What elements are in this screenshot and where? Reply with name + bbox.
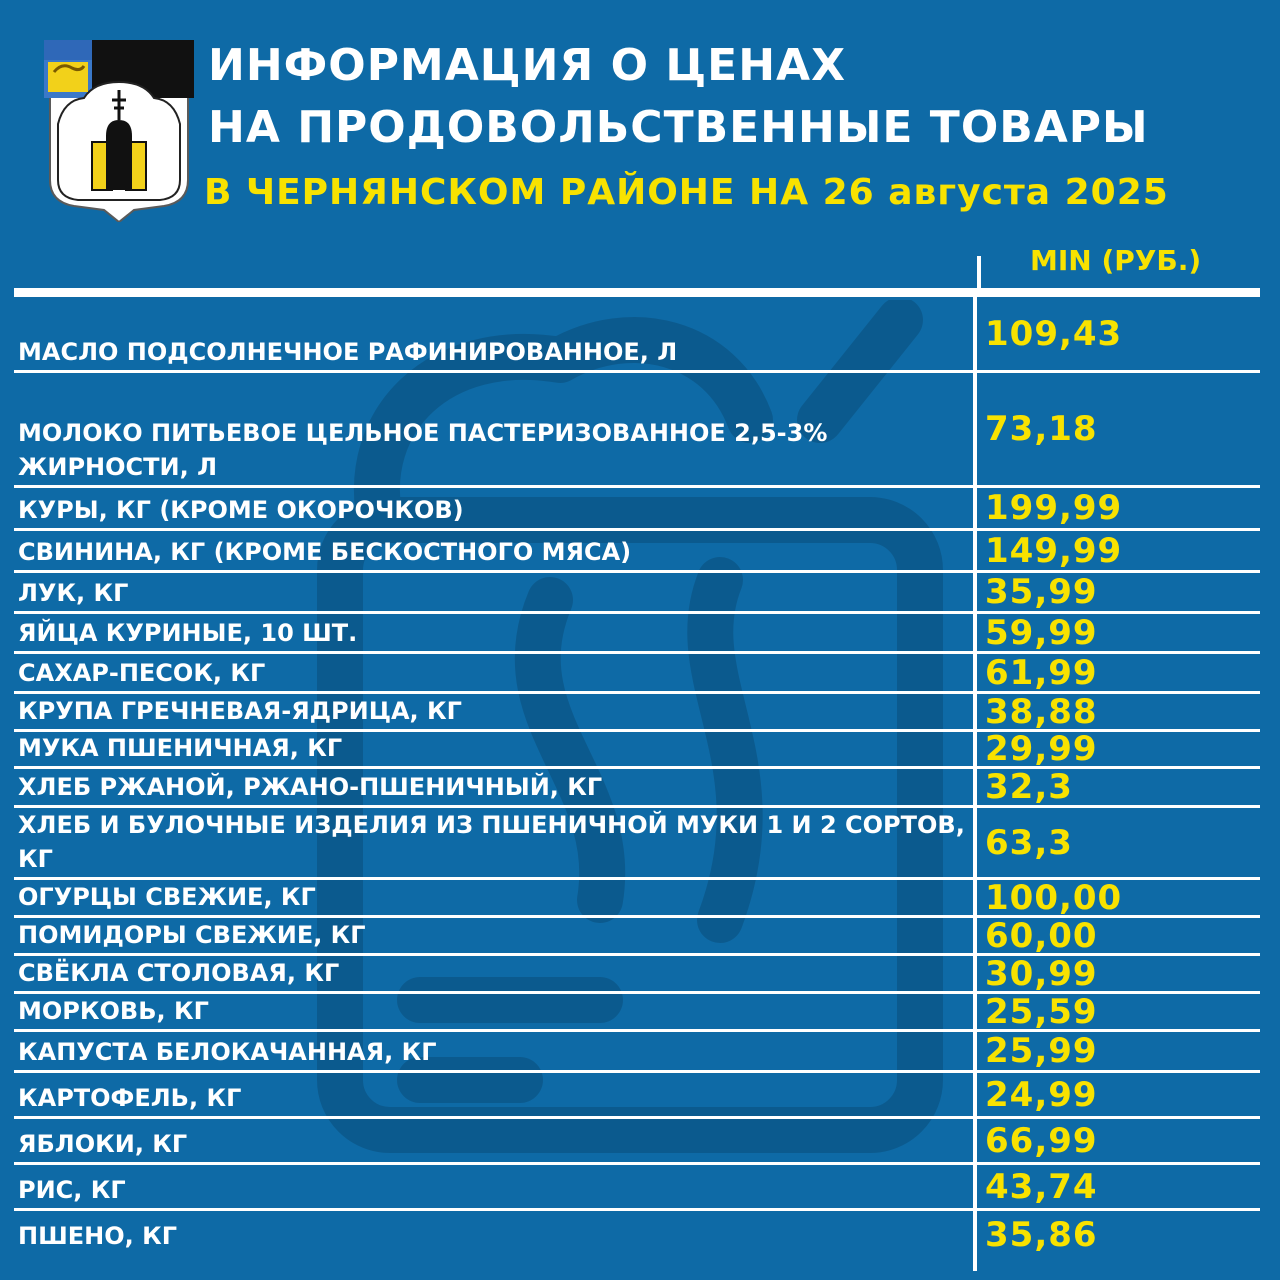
table-row bbox=[14, 297, 1260, 373]
product-price: 149,99 bbox=[985, 530, 1123, 571]
product-name: МОЛОКО ПИТЬЕВОЕ ЦЕЛЬНОЕ ПАСТЕРИЗОВАННОЕ 2,5-3% ЖИРНОСТИ, Л bbox=[14, 373, 977, 485]
product-name: ПШЕНО, КГ bbox=[14, 1211, 977, 1271]
table-row bbox=[14, 1073, 1260, 1119]
table-row bbox=[14, 531, 1260, 573]
table-top-rule bbox=[14, 288, 1260, 297]
product-price: 199,99 bbox=[985, 488, 1123, 528]
product-price: 43,74 bbox=[985, 1166, 1098, 1207]
product-name: ЯЙЦА КУРИНЫЕ, 10 ШТ. bbox=[14, 614, 977, 651]
table-row bbox=[14, 1119, 1260, 1165]
product-name: САХАР-ПЕСОК, КГ bbox=[14, 654, 977, 691]
table-row bbox=[14, 573, 1260, 614]
product-name: КАРТОФЕЛЬ, КГ bbox=[14, 1073, 977, 1116]
product-price: 109,43 bbox=[985, 313, 1123, 354]
product-price: 59,99 bbox=[985, 612, 1098, 653]
product-name: ЯБЛОКИ, КГ bbox=[14, 1119, 977, 1162]
product-name: ПОМИДОРЫ СВЕЖИЕ, КГ bbox=[14, 918, 977, 953]
coat-of-arms-icon bbox=[44, 40, 194, 222]
table-row bbox=[14, 488, 1260, 531]
product-price: 29,99 bbox=[985, 729, 1098, 769]
product-name: КРУПА ГРЕЧНЕВАЯ-ЯДРИЦА, КГ bbox=[14, 694, 977, 729]
table-row bbox=[14, 769, 1260, 808]
product-price: 61,99 bbox=[985, 652, 1098, 693]
table-row bbox=[14, 373, 1260, 488]
table-row bbox=[14, 808, 1260, 880]
page-title: ИНФОРМАЦИЯ О ЦЕНАХ bbox=[208, 40, 847, 91]
product-price: 73,18 bbox=[985, 409, 1098, 449]
product-price: 25,99 bbox=[985, 1031, 1098, 1071]
table-row bbox=[14, 991, 1260, 1032]
product-price: 63,3 bbox=[985, 822, 1073, 863]
table-row bbox=[14, 1211, 1260, 1271]
column-divider bbox=[977, 256, 981, 290]
table-row bbox=[14, 729, 1260, 769]
product-price: 35,86 bbox=[985, 1215, 1098, 1255]
product-price: 25,59 bbox=[985, 991, 1098, 1032]
product-price: 24,99 bbox=[985, 1074, 1098, 1115]
product-name: ЛУК, КГ bbox=[14, 573, 977, 611]
product-name: СВИНИНА, КГ (КРОМЕ БЕСКОСТНОГО МЯСА) bbox=[14, 531, 977, 570]
product-price: 100,00 bbox=[985, 877, 1123, 918]
product-name: КУРЫ, КГ (КРОМЕ ОКОРОЧКОВ) bbox=[14, 488, 977, 528]
product-price: 30,99 bbox=[985, 953, 1098, 994]
product-name: МОРКОВЬ, КГ bbox=[14, 994, 977, 1029]
product-price: 60,00 bbox=[985, 915, 1098, 956]
product-name: ХЛЕБ И БУЛОЧНЫЕ ИЗДЕЛИЯ ИЗ ПШЕНИЧНОЙ МУКИ 1 И 2 СОРТОВ, КГ bbox=[14, 808, 977, 877]
product-name: РИС, КГ bbox=[14, 1165, 977, 1208]
product-name: МУКА ПШЕНИЧНАЯ, КГ bbox=[14, 732, 977, 766]
page-subtitle: В ЧЕРНЯНСКОМ РАЙОНЕ НА 26 августа 2025 bbox=[204, 172, 1169, 213]
table-row bbox=[14, 1032, 1260, 1073]
table-row bbox=[14, 1165, 1260, 1211]
product-name: ХЛЕБ РЖАНОЙ, РЖАНО-ПШЕНИЧНЫЙ, КГ bbox=[14, 769, 977, 805]
product-name: СВЁКЛА СТОЛОВАЯ, КГ bbox=[14, 956, 977, 991]
price-column-header: MIN (РУБ.) bbox=[1030, 244, 1202, 277]
page-title-line2: НА ПРОДОВОЛЬСТВЕННЫЕ ТОВАРЫ bbox=[208, 102, 1149, 153]
product-name: МАСЛО ПОДСОЛНЕЧНОЕ РАФИНИРОВАННОЕ, Л bbox=[14, 297, 977, 370]
table-row bbox=[14, 691, 1260, 732]
table-row bbox=[14, 614, 1260, 654]
product-price: 38,88 bbox=[985, 691, 1098, 732]
product-price: 35,99 bbox=[985, 572, 1098, 612]
table-row bbox=[14, 915, 1260, 956]
table-row bbox=[14, 877, 1260, 918]
price-table bbox=[14, 288, 1260, 1271]
table-row bbox=[14, 654, 1260, 694]
product-price: 66,99 bbox=[985, 1120, 1098, 1161]
product-name: ОГУРЦЫ СВЕЖИЕ, КГ bbox=[14, 880, 977, 915]
product-name: КАПУСТА БЕЛОКАЧАННАЯ, КГ bbox=[14, 1032, 977, 1070]
table-row bbox=[14, 953, 1260, 994]
product-price: 32,3 bbox=[985, 767, 1073, 807]
